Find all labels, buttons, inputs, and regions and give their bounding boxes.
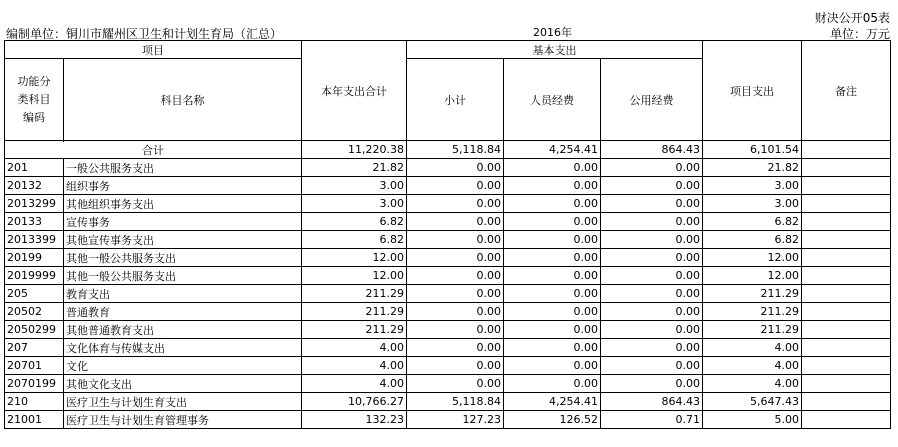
table-row (5, 393, 891, 411)
name-cell: 教育支出 (64, 285, 302, 303)
header-public: 公用经费 (601, 59, 703, 141)
subtotal-cell: 0.00 (407, 177, 504, 195)
code-cell: 20199 (5, 249, 64, 267)
personnel-cell: 0.00 (504, 267, 601, 285)
public-cell: 0.00 (601, 231, 703, 249)
table-row (5, 357, 891, 375)
subtotal-cell: 0.00 (407, 267, 504, 285)
project-expense-cell: 6.82 (703, 213, 802, 231)
personnel-cell: 0.00 (504, 321, 601, 339)
personnel-cell: 0.00 (504, 375, 601, 393)
name-cell: 医疗卫生与计划生育支出 (64, 393, 302, 411)
public-cell: 0.00 (601, 375, 703, 393)
note-cell (802, 411, 891, 429)
note-cell (802, 195, 891, 213)
note-cell (802, 357, 891, 375)
total-cell: 6.82 (302, 213, 407, 231)
header-project-expense: 项目支出 (703, 41, 802, 141)
project-expense-cell: 211.29 (703, 321, 802, 339)
subtotal-cell: 0.00 (407, 339, 504, 357)
total-cell: 4.00 (302, 339, 407, 357)
org-label: 编制单位：铜川市耀州区卫生和计划生育局（汇总） (6, 27, 283, 41)
personnel-cell: 4,254.41 (504, 393, 601, 411)
code-cell: 210 (5, 393, 64, 411)
code-cell: 20701 (5, 357, 64, 375)
table-row (5, 249, 891, 267)
personnel-cell: 126.52 (504, 411, 601, 429)
project-expense-cell: 6.82 (703, 231, 802, 249)
name-cell: 其他宣传事务支出 (64, 231, 302, 249)
personnel-cell: 0.00 (504, 213, 601, 231)
personnel-cell: 0.00 (504, 159, 601, 177)
project-expense-cell: 6,101.54 (703, 141, 802, 159)
table-row (5, 195, 891, 213)
total-cell: 4.00 (302, 375, 407, 393)
personnel-cell: 0.00 (504, 303, 601, 321)
personnel-cell: 0.00 (504, 195, 601, 213)
note-cell (802, 303, 891, 321)
code-cell: 21001 (5, 411, 64, 429)
total-cell: 21.82 (302, 159, 407, 177)
header-personnel: 人员经费 (504, 59, 601, 141)
header-subtotal: 小计 (407, 59, 504, 141)
project-expense-cell: 4.00 (703, 375, 802, 393)
total-cell: 211.29 (302, 321, 407, 339)
name-cell: 文化体育与传媒支出 (64, 339, 302, 357)
name-cell: 其他文化支出 (64, 375, 302, 393)
public-cell: 0.71 (601, 411, 703, 429)
total-cell: 132.23 (302, 411, 407, 429)
name-cell: 宣传事务 (64, 213, 302, 231)
public-cell: 0.00 (601, 321, 703, 339)
public-cell: 0.00 (601, 159, 703, 177)
public-cell: 0.00 (601, 339, 703, 357)
total-row (5, 141, 891, 159)
public-cell: 0.00 (601, 249, 703, 267)
note-cell (802, 285, 891, 303)
name-cell: 其他一般公共服务支出 (64, 267, 302, 285)
header-note: 备注 (802, 41, 891, 141)
total-cell: 3.00 (302, 177, 407, 195)
table-row (5, 231, 891, 249)
table-row (5, 303, 891, 321)
table-row (5, 177, 891, 195)
total-cell: 6.82 (302, 231, 407, 249)
note-cell (802, 321, 891, 339)
code-cell: 2013399 (5, 231, 64, 249)
public-cell: 0.00 (601, 303, 703, 321)
personnel-cell: 4,254.41 (504, 141, 601, 159)
subtotal-cell: 0.00 (407, 213, 504, 231)
table-row (5, 213, 891, 231)
header-func-code: 功能分 类科目 编码 (5, 59, 64, 141)
public-cell: 0.00 (601, 285, 703, 303)
public-cell: 0.00 (601, 195, 703, 213)
total-cell: 211.29 (302, 303, 407, 321)
public-cell: 864.43 (601, 141, 703, 159)
subtotal-cell: 0.00 (407, 303, 504, 321)
note-cell (802, 213, 891, 231)
project-expense-cell: 211.29 (703, 303, 802, 321)
header-project: 项目 (5, 41, 302, 59)
project-expense-cell: 211.29 (703, 285, 802, 303)
name-cell: 医疗卫生与计划生育管理事务 (64, 411, 302, 429)
note-cell (802, 159, 891, 177)
total-cell: 12.00 (302, 249, 407, 267)
total-cell: 11,220.38 (302, 141, 407, 159)
total-label: 合计 (5, 141, 302, 159)
subtotal-cell: 0.00 (407, 195, 504, 213)
note-cell (802, 339, 891, 357)
public-cell: 0.00 (601, 177, 703, 195)
subtotal-cell: 0.00 (407, 375, 504, 393)
subtotal-cell: 0.00 (407, 285, 504, 303)
public-cell: 0.00 (601, 357, 703, 375)
project-expense-cell: 5,647.43 (703, 393, 802, 411)
name-cell: 其他组织事务支出 (64, 195, 302, 213)
header-basic: 基本支出 (407, 41, 703, 59)
project-expense-cell: 4.00 (703, 339, 802, 357)
subtotal-cell: 0.00 (407, 249, 504, 267)
subtotal-cell: 5,118.84 (407, 141, 504, 159)
header-total: 本年支出合计 (302, 41, 407, 141)
subtotal-cell: 127.23 (407, 411, 504, 429)
project-expense-cell: 4.00 (703, 357, 802, 375)
project-expense-cell: 3.00 (703, 177, 802, 195)
code-cell: 2050299 (5, 321, 64, 339)
subtotal-cell: 5,118.84 (407, 393, 504, 411)
subtotal-cell: 0.00 (407, 321, 504, 339)
name-cell: 组织事务 (64, 177, 302, 195)
total-cell: 211.29 (302, 285, 407, 303)
code-cell: 201 (5, 159, 64, 177)
note-cell (802, 177, 891, 195)
note-cell (802, 267, 891, 285)
table-row (5, 375, 891, 393)
total-cell: 3.00 (302, 195, 407, 213)
year-label: 2016年 (533, 26, 572, 39)
project-expense-cell: 21.82 (703, 159, 802, 177)
personnel-cell: 0.00 (504, 357, 601, 375)
personnel-cell: 0.00 (504, 339, 601, 357)
personnel-cell: 0.00 (504, 249, 601, 267)
table-code-label: 财决公开05表 (814, 11, 890, 25)
name-cell: 一般公共服务支出 (64, 159, 302, 177)
personnel-cell: 0.00 (504, 285, 601, 303)
unit-label: 单位：万元 (829, 27, 890, 41)
header-subject-name: 科目名称 (64, 59, 302, 141)
code-cell: 20502 (5, 303, 64, 321)
name-cell: 文化 (64, 357, 302, 375)
total-cell: 12.00 (302, 267, 407, 285)
table-row (5, 285, 891, 303)
table-row (5, 321, 891, 339)
table-row (5, 159, 891, 177)
code-cell: 207 (5, 339, 64, 357)
expenditure-table (4, 40, 891, 429)
note-cell (802, 249, 891, 267)
subtotal-cell: 0.00 (407, 357, 504, 375)
code-cell: 2019999 (5, 267, 64, 285)
personnel-cell: 0.00 (504, 177, 601, 195)
project-expense-cell: 5.00 (703, 411, 802, 429)
total-cell: 4.00 (302, 357, 407, 375)
code-cell: 2070199 (5, 375, 64, 393)
personnel-cell: 0.00 (504, 231, 601, 249)
name-cell: 其他一般公共服务支出 (64, 249, 302, 267)
subtotal-cell: 0.00 (407, 231, 504, 249)
public-cell: 0.00 (601, 213, 703, 231)
project-expense-cell: 12.00 (703, 249, 802, 267)
subtotal-cell: 0.00 (407, 159, 504, 177)
project-expense-cell: 3.00 (703, 195, 802, 213)
note-cell (802, 141, 891, 159)
public-cell: 0.00 (601, 267, 703, 285)
project-expense-cell: 12.00 (703, 267, 802, 285)
name-cell: 普通教育 (64, 303, 302, 321)
note-cell (802, 375, 891, 393)
code-cell: 205 (5, 285, 64, 303)
code-cell: 20132 (5, 177, 64, 195)
note-cell (802, 231, 891, 249)
code-cell: 20133 (5, 213, 64, 231)
table-row (5, 339, 891, 357)
note-cell (802, 393, 891, 411)
name-cell: 其他普通教育支出 (64, 321, 302, 339)
table-row (5, 411, 891, 429)
table-row (5, 267, 891, 285)
total-cell: 10,766.27 (302, 393, 407, 411)
public-cell: 864.43 (601, 393, 703, 411)
code-cell: 2013299 (5, 195, 64, 213)
